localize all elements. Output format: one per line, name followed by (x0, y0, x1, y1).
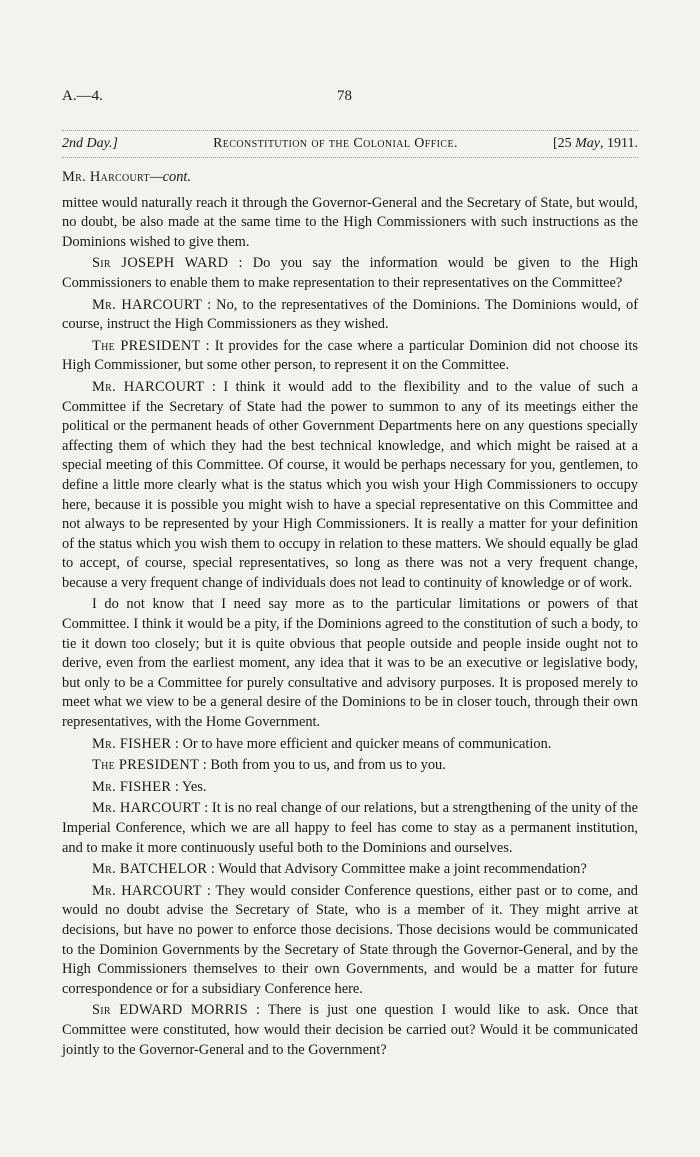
paragraph-text: : It provides for the case where a particular Dominion did not choose its High Commissioner, but some other person, to represent it on the Committee. (62, 337, 639, 374)
paragraph (62, 378, 638, 594)
paragraph (62, 595, 638, 732)
paragraph (62, 337, 638, 376)
speaker-name: Mr. HARCOURT (92, 378, 205, 395)
paragraph (62, 799, 638, 858)
running-head (62, 130, 638, 158)
paragraph (62, 735, 638, 755)
paragraph (62, 194, 638, 253)
speaker-name: Mr. BATCHELOR (92, 861, 208, 878)
paragraph-text: mittee would naturally reach it through the Governor-General and the Secretary of State, but would, no doubt, be also made at the same time to the High Commissioners with such instructions as the Dominions wished to give them. (62, 194, 638, 250)
paragraph-text: : There is just one question I would like to ask. Once that Committee were constituted, how would their decision be carried out? Would it be communicated jointly to the Governor-General and to the Government? (62, 1002, 638, 1058)
speaker-name: The PRESIDENT (92, 757, 200, 774)
paragraph-text: : Or to have more efficient and quicker means of communication. (171, 735, 552, 752)
continuation-heading (62, 168, 638, 188)
speaker-name: Mr. FISHER (92, 735, 172, 752)
date-suffix: , 1911. (600, 136, 638, 151)
paragraph (62, 254, 638, 293)
page-number: 78 (337, 88, 352, 104)
speaker-name: Mr. HARCOURT (92, 882, 202, 899)
speaker-name: Sir EDWARD MORRIS (92, 1002, 248, 1019)
speaker-name: The PRESIDENT (92, 337, 201, 354)
speaker-name: Sir JOSEPH WARD (92, 255, 229, 272)
paragraph (62, 296, 638, 335)
paragraph-text: : Would that Advisory Committee make a joint recommendation? (207, 861, 587, 878)
paragraph-text: : It is no real change of our relations, but a strengthening of the unity of the Imperial Conference, which we are all happy to feel has come to stay as a permanent institution, and to make it more continuously useful both to the Dominions and ourselves. (62, 800, 638, 856)
continuation-speaker: Mr. Harcourt (62, 169, 150, 185)
paragraph-text: : I think it would add to the flexibility and to the value of such a Committee if the Secretary of State had the power to summon to any of its meetings either the political or the permanent heads of other Government Departments here on any questions specially affecting them of which they had the best technical knowledge, and which might be raised at a special meeting of this Committee. Of course, it would be perhaps necessary for you, gentlemen, to define a little more clearly what is the status which you wish your High Commissioners to occupy here, because it is possible you might wish to have a special representative on this Committee and not always to be represented by your High Commissioners. It is really a matter for your definition of the status which you wish them to occupy in relation to these matters. We should equally be glad to accept, of course, special representatives, so long as there was not a very frequent change, because a very frequent change of individuals does not lead to continuity of knowledge or of work. (62, 378, 638, 591)
speaker-name: Mr. FISHER (92, 778, 172, 795)
page-header (62, 88, 638, 110)
speaker-name: Mr. HARCOURT (92, 800, 201, 817)
paragraph (62, 778, 638, 798)
document-reference: A.—4. (62, 88, 103, 104)
paragraph-text: : Both from you to us, and from us to you. (199, 757, 446, 774)
date-prefix: [25 (552, 136, 576, 151)
running-head-title: Reconstitution of the Colonial Office. (213, 136, 458, 151)
continuation-marker: —cont. (149, 169, 192, 185)
paragraph-text: I do not know that I need say more as to the particular limitations or powers of that Committee. I think it would be a pity, if the Dominions agreed to the constitution of such a body, to tie it down too closely; but it is quite obvious that people outside and people inside ought not to derive, even from the earliest moment, any idea that it was to be an executive or legislative body, but only to be a Committee for purely consultative and advisory purposes. It is proposed merely to meet what we view to be a general desire of the Dominions to be in closer touch, through their own representatives, with the Home Government. (62, 596, 638, 731)
paragraph-text: : Do you say the information would be given to the High Commissioners to enable them to make representation to their representatives on the Committee? (62, 255, 638, 291)
paragraph (62, 756, 638, 776)
running-head-day: 2nd Day.] (62, 136, 118, 151)
speaker-name: Mr. HARCOURT (92, 296, 203, 313)
paragraph (62, 1001, 638, 1060)
document-body (62, 168, 638, 1062)
paragraph-text: : No, to the representatives of the Dominions. The Dominions would, of course, instruct the High Commissioners as they wished. (62, 296, 638, 333)
paragraph-text: : Yes. (171, 778, 207, 795)
date-month: May (575, 136, 600, 151)
running-head-date (553, 136, 638, 152)
paragraph-text: : They would consider Conference questions, either past or to come, and would no doubt advise the Secretary of State, who is a member of it. They might arrive at decisions, but have no power to enforce those decisions. Those decisions would be communicated to the Dominion Governments by the Secretary of State through the Governor-General, and by the High Commissioners themselves to their own Governments, and would be a matter for future correspondence or for a subsidiary Conference here. (62, 882, 638, 997)
paragraph (62, 882, 638, 1000)
paragraph (62, 860, 638, 880)
